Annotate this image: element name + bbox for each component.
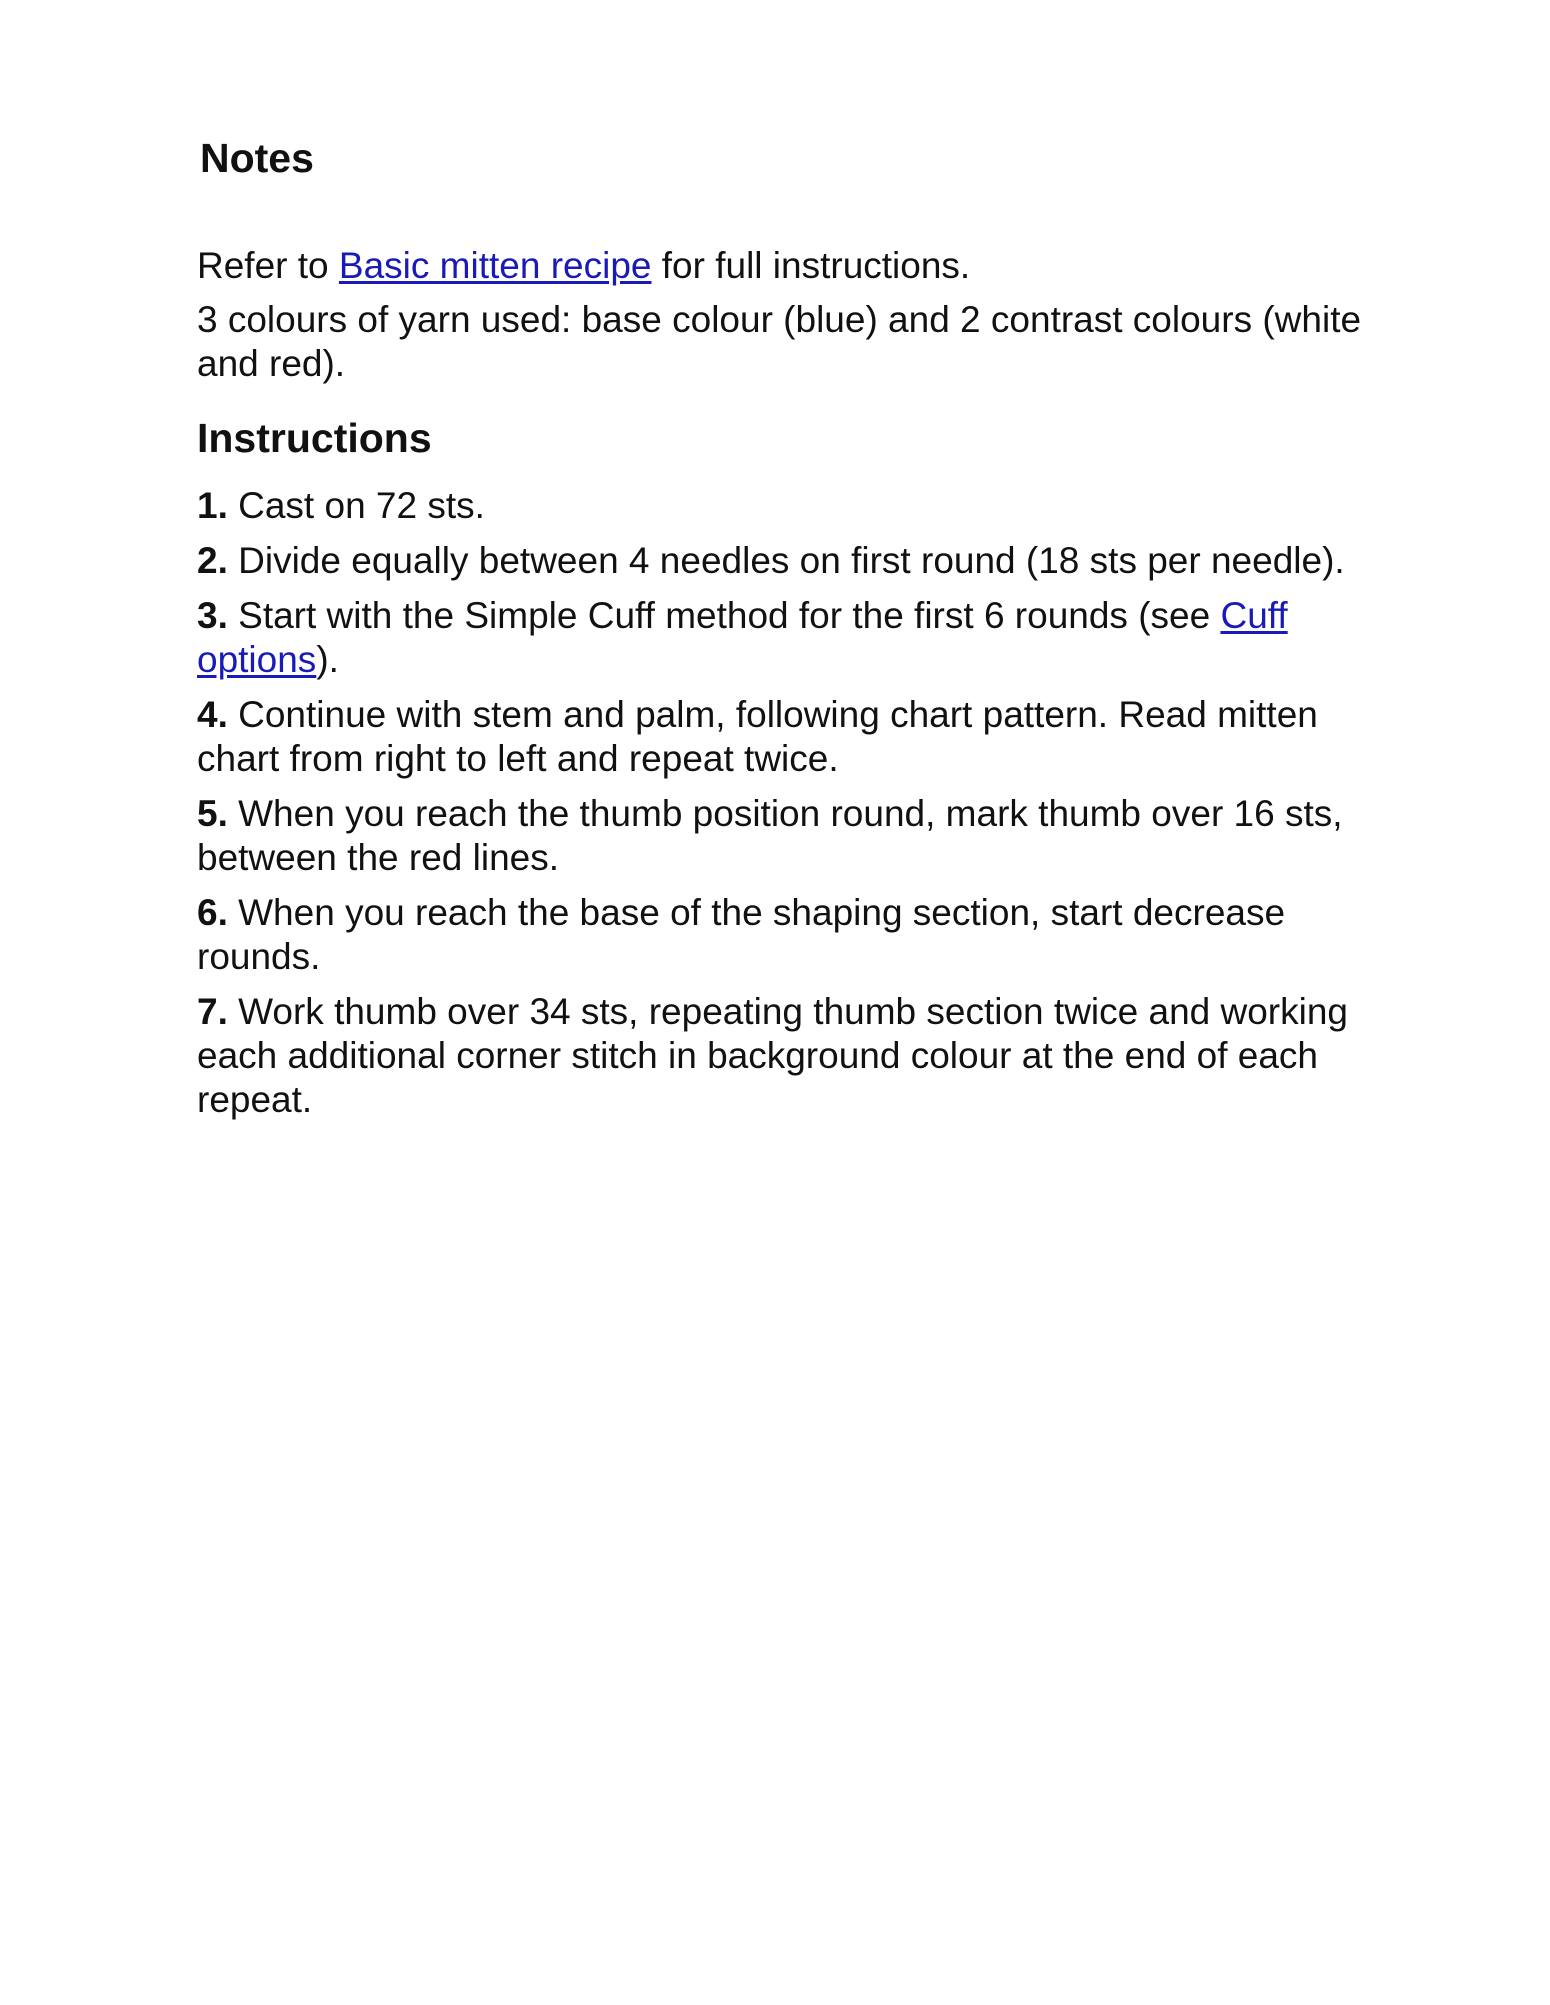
refer-suffix: for full instructions. — [651, 245, 971, 286]
step-text: Continue with stem and palm, following chart pattern. Read mitten chart from right to left and repeat twice. — [197, 694, 1318, 779]
step-number: 7. — [197, 991, 228, 1032]
instruction-step-4 — [197, 693, 1377, 781]
step-text: Divide equally between 4 needles on first round (18 sts per needle). — [227, 540, 1345, 581]
step-text-suffix: ). — [316, 639, 339, 680]
instructions-list — [197, 484, 1377, 1122]
document-content — [197, 130, 1377, 1133]
step-number: 2. — [197, 540, 228, 581]
notes-heading: Notes — [200, 135, 314, 181]
instruction-step-7 — [197, 990, 1377, 1122]
step-number: 4. — [197, 694, 228, 735]
refer-prefix: Refer to — [197, 245, 339, 286]
cuff-options-link[interactable]: Cuff options — [197, 595, 1288, 680]
step-text: When you reach the base of the shaping section, start decrease rounds. — [197, 892, 1286, 977]
step-text: When you reach the thumb position round, mark thumb over 16 sts, between the red lines. — [197, 793, 1343, 878]
colours-note: 3 colours of yarn used: base colour (blue) and 2 contrast colours (white and red). — [197, 299, 1362, 384]
refer-note — [197, 244, 1377, 288]
step-number: 3. — [197, 595, 228, 636]
instruction-step-2 — [197, 539, 1377, 583]
instruction-step-1 — [197, 484, 1377, 528]
step-number: 6. — [197, 892, 228, 933]
instruction-step-3 — [197, 594, 1377, 682]
step-text-prefix: Start with the Simple Cuff method for the first 6 rounds (see — [227, 595, 1221, 636]
step-number: 1. — [197, 485, 228, 526]
step-text: Work thumb over 34 sts, repeating thumb section twice and working each additional corner stitch in background colour at the end of each repeat. — [197, 991, 1348, 1120]
step-number: 5. — [197, 793, 228, 834]
instruction-step-5 — [197, 792, 1377, 880]
basic-mitten-recipe-link[interactable]: Basic mitten recipe — [338, 245, 652, 286]
instructions-heading: Instructions — [197, 415, 432, 461]
instruction-step-6 — [197, 891, 1377, 979]
step-text: Cast on 72 sts. — [227, 485, 485, 526]
notes-section — [197, 244, 1377, 386]
